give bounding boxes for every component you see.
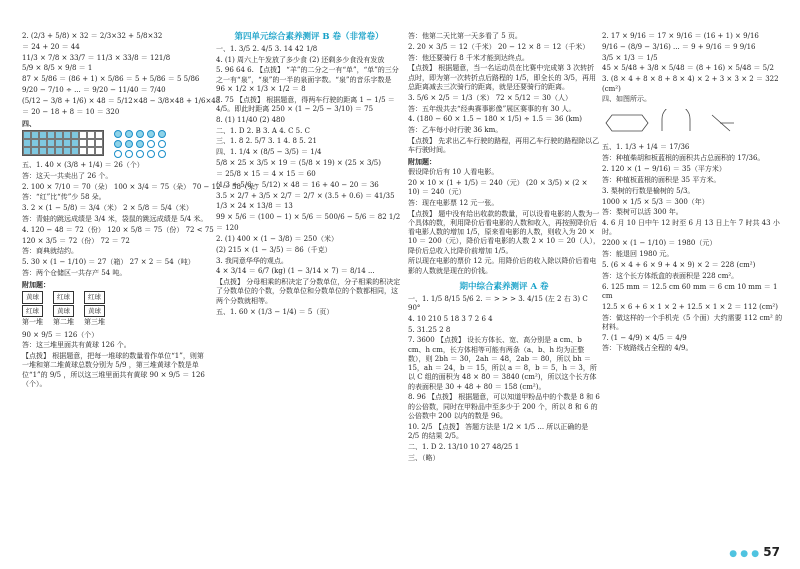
text-line: 3.5 × 2/7 + 3/5 × 2/7 ＝ 2/7 × (3.5 + 0.6) ＝ 41/35 xyxy=(216,191,395,200)
text-line: 2. (1) 400 × (1 − 3/8) ＝ 250（米） xyxy=(216,234,339,243)
text-line: 答：这天一共卖出了 26 个。 xyxy=(22,171,113,180)
text-line: 3. 2 × (1 − 5/8) ＝ 3/4（米） 2 × 5/8 ＝ 5/4（米） xyxy=(22,204,193,213)
pile-3 xyxy=(84,291,105,327)
text-line: (2) 215 × (1 − 3/5) ＝ 86（千克） xyxy=(216,245,332,254)
text-line: 20 × 10 × (1 + 1/5) ＝ 240（元） (20 × 3/5) × (2 × 10) ＝ 240（元） xyxy=(408,178,588,197)
text-line: 4. (180 − 60 × 1.5 − 180 × 1/5) ÷ 1.5 ＝ 36 (km) xyxy=(408,115,583,124)
text-line: 120 × 3/5 ＝ 72（份） 72 ＝ 72 xyxy=(22,236,130,245)
text-line: 2. 120 × (1 − 9/16) ＝ 35（平方米） xyxy=(602,165,726,174)
pile-caption: 第三堆 xyxy=(84,318,105,327)
text-line: 答：这三堆里面共有黄球 126 个。 xyxy=(22,341,131,350)
text-line: 87 × 5/86 ＝ (86 + 1) × 5/86 ＝ 5 + 5/86 ＝ 5 5/86 xyxy=(22,75,200,84)
text-line: 99 × 5/6 ＝ (100 − 1) × 5/6 ＝ 500/6 − 5/6 ＝ 82 1/2 xyxy=(216,213,401,222)
text-line: 假设降价后有 10 人看电影。 xyxy=(408,167,499,176)
text-line: 答：这个长方体纸盒的表面积是 228 cm²。 xyxy=(602,271,739,280)
text-line: 3. 我同意华华的观点。 xyxy=(216,256,288,265)
tip-paragraph: 8. 96 【点拨】 根据题意，可以知道甲粉品中的个数是 8 和 6 的公倍数，同时在甲粉品中至多少于 200 个，所以 8 和 6 的公倍数中 200 以内的数是 96。 xyxy=(408,393,600,420)
pile-label: 红球 xyxy=(84,291,105,304)
text-line: 答：商典就结约。 xyxy=(22,247,78,256)
section-heading: 第四单元综合素养测评 B 卷（非常卷） xyxy=(234,32,384,42)
page-dots: ● ● ● xyxy=(729,549,760,559)
text-line: 5. 31.25 2 8 xyxy=(408,325,451,334)
text-line: 3. 5/6 × 2/5 ＝ 1/3（米） 72 × 5/12 ＝ 30（人） xyxy=(408,93,572,102)
ball-piles xyxy=(22,291,210,327)
text-line: 2. 17 × 9/16 ＝ 17 × 9/16 ＝ (16 + 1) × 9/16 xyxy=(602,32,759,40)
text-line: 2200 × (1 − 1/10) ＝ 1980（元） xyxy=(602,239,717,248)
section-heading: 期中综合素养测评 A 卷 xyxy=(459,281,549,292)
pile-label: 黄球 xyxy=(22,291,43,304)
text-line: 四、1. 1/4 × (8/5 − 3/5) ＝ 1/4 xyxy=(216,148,322,157)
text-line: 答：乙车每小时行驶 36 km。 xyxy=(408,126,503,135)
text-line: 4 × 3/14 ＝ 6/7 (kg) (1 − 3/14 × 7) ＝ 8/14 ... xyxy=(216,267,375,276)
text-line: 一、1. 3/5 2. 4/5 3. 14 42 1/8 xyxy=(216,44,318,53)
text-line: (1/3 + 5/6 − 5/12) × 48 ＝ 16 + 40 − 20 ＝ 36 xyxy=(216,180,379,189)
pile-label: 黄球 xyxy=(84,305,105,318)
text-line: 4. 120 − 48 ＝ 72（份） 120 × 5/8 ＝ 75（份） 72 < 75 xyxy=(22,225,214,234)
text-line: 1/3 × 24 × 13/8 ＝ 13 xyxy=(216,202,293,211)
text-line: 答：种植柴胡和板蓝根的面积共占总面积的 17/36。 xyxy=(602,154,765,163)
text-line: 三、（略） xyxy=(408,453,440,462)
text-line: 答：能退回 1980 元。 xyxy=(602,250,674,259)
text-line: 9/20 − 7/10 ÷ ... ＝ 9/20 − 11/40 ＝ 7/40 xyxy=(22,86,166,95)
tip-paragraph: 【点拨】 分母相乘的积决定了分数单位，分子相乘的积决定了分数单位的个数，分数单位和分数单位的个数都相同，这两个分数就相等。 xyxy=(216,278,401,305)
text-line: (5/12 − 3/8 + 1/6) × 48 ＝ 5/12×48 − 3/8×48 + 1/6×48 xyxy=(22,96,221,105)
text-line: 答：他第二天比第一天多看了 5 页。 xyxy=(408,32,522,40)
text-line: 1000 × 1/5 × 5/3 ＝ 300（年） xyxy=(602,197,709,206)
text-line: 答：现在电影票 12 元一张。 xyxy=(408,198,499,207)
tip-paragraph: 【点拨】 根据题意，把每一堆球的数量看作单位“1”，则第一堆和第二堆黄球总数分别为 5/9 ，第三堆黄球个数是单位“1”的 9/5 ，所以这三堆里面共有黄球 90 × 9/5 ＝ 126（个）。 xyxy=(22,352,205,388)
text-line: 四、如图所示。 xyxy=(602,95,651,104)
column-4 xyxy=(602,32,788,355)
text-line: 3/5 × 1/3 ＝ 1/5 xyxy=(602,53,658,62)
text-line: 7. (1 − 4/9) × 4/5 ＝ 4/9 xyxy=(602,333,687,342)
section-label: 附加题： xyxy=(408,157,436,167)
tip-paragraph: 【点拨】 根据题意，当一名运动员在比赛中完成第 3 次转折点时，即为第一次转折点后路程的 1/5，即全长的 3/5，再用总距离减去三次骑行的距离，就是还要骑行的距离。 xyxy=(408,64,596,91)
text-line: 5/8 × 25 × 3/5 × 19 ＝ (5/8 × 19) × (25 × 3/5) xyxy=(216,159,381,168)
tip-paragraph: 10. 2/5 【点拨】 答题方法是 1/2 × 1/5 ... 所以正确的是 2/5 的结果 2/5。 xyxy=(408,422,589,440)
text-line: 三、1. 8 2. 5/7 3. 1 4. 8 5. 21 xyxy=(216,137,317,146)
tip-paragraph: 【点拨】 题中没有给出收款的数量，可以设看电影的人数为一个具体的数，利用降价后看电影的人数和收入，再按照降价后看电影人数的增加 1/5，原来看电影的人数，则收入为 20 × 10 ＝ 200（元），降价后看电影的人数 2 × 10 ＝ 20（人），降价后总收入比降价前增加 1/5。 xyxy=(408,209,600,255)
pile-label: 红球 xyxy=(53,291,74,304)
section-label: 附加题： xyxy=(22,279,50,289)
pile-1 xyxy=(22,291,43,327)
text-line: 答：两个仓储区一共存产 54 吨。 xyxy=(22,269,127,278)
text-line: 3. 梨树的行数是榆树的 5/3。 xyxy=(602,186,695,195)
pile-label: 黄球 xyxy=(53,305,74,318)
text-line: 五、1. 40 × (3/8 + 1/4) ＝ 26（个） xyxy=(22,160,144,169)
text-line: 答：种植板蓝根的面积是 35 平方米。 xyxy=(602,175,721,184)
pile-caption: 第一堆 xyxy=(22,318,43,327)
column-2 xyxy=(216,32,402,318)
text-line: 5. (6 × 4 + 6 × 9 + 4 × 9) × 2 ＝ 228 (cm²) xyxy=(602,260,756,269)
text-line: 45 × 5/48 + 3/8 × 5/48 ＝ (8 + 16) × 5/48 ＝ 5/2 xyxy=(602,64,774,73)
page-number xyxy=(729,545,780,559)
text-line: 答：他还要骑行 8 千米才能到达终点。 xyxy=(408,53,529,62)
text-line: 答：“红”比“传”少 58 朵。 xyxy=(22,193,106,202)
section-label: 四、 xyxy=(22,118,36,128)
text-line: 12.5 × 6 + 6 × 1 × 2 + 12.5 × 1 × 2 ＝ 112 (cm²) xyxy=(602,302,778,311)
tip-paragraph: 【点拨】 先求出乙车行驶的路程，再用乙车行驶的路程除以乙车行驶时间。 xyxy=(408,137,600,155)
text-line: 5. 30 × (1 − 1/10) ＝ 27（箱） 27 × 2 ＝ 54（吨） xyxy=(22,258,195,267)
shaded-circles xyxy=(114,130,167,158)
tip-paragraph: 所以现在电影的票价 12 元。用降价后的收入除以降价后看电影的人数就是现在的价钱。 xyxy=(408,257,597,275)
text-line: 3. (8 × 4 + 8 × 8 + 8 × 4) × 2 + 3 × 3 × 2 ＝ 322 (cm²) xyxy=(602,75,779,93)
text-line: ＝ 20 − 18 + 8 ＝ 10 ＝ 320 xyxy=(22,107,120,116)
text-line: 6. 125 mm ＝ 12.5 cm 60 mm ＝ 6 cm 10 mm ＝ 1 cm xyxy=(602,282,778,300)
text-line: 一、1. 1/5 8/15 5/6 2. ＝ > > > 3. 4/15 (左 2 右 3) C 90° xyxy=(408,294,588,312)
text-line: 五、1. 60 × (1/3 − 1/4) ＝ 5（页） xyxy=(216,307,334,316)
text-line: 2. 100 × 7/10 ＝ 70（朵） 100 × 3/4 ＝ 75（朵） 70 − 12 ＝ 58（朵） xyxy=(22,182,262,191)
text-line: 11/3 × 7/8 × 33/7 ＝ 11/3 × 33/8 ＝ 121/8 xyxy=(22,53,171,62)
text-line: 4. 6 月 10 日中午 12 时至 6 月 13 日上午 7 时共 43 小时。 xyxy=(602,219,780,237)
pile-label: 红球 xyxy=(22,305,43,318)
geometry-figure xyxy=(602,109,782,137)
text-line: 答：青蛙的跳远成绩是 3/4 米，袋鼠的跳远成绩是 5/4 米。 xyxy=(22,215,208,223)
tip-paragraph: 7. 3600 【点拨】 设长方体长、宽、高分别是 a cm、b cm、h cm，长方体相等可能有两条（a、b、h 均为正整数），则 2bh ＝ 30，2ah ＝ 48，2ab ＝ 80，所以 bh ＝ 15，ah ＝ 24，b ＝ 15，所以 a ＝ 8，b ＝ 5，h ＝ 3，所以 C 组的面积为 48 × 80 ＝ 3840 (cm²)，所以这个长方体的表面积是 30 + 48 + 80 ＝ 158 (cm²)。 xyxy=(408,336,597,391)
text-line: ＝ 24 + 20 ＝ 44 xyxy=(22,42,80,51)
text-line: 答：五年级共去“经典赛事影像”展区赛事的有 30 人。 xyxy=(408,104,576,113)
text-line: 5/9 × 8/5 × 9/8 ＝ 1 xyxy=(22,64,93,73)
text-line: 7. 75 【点拨】 根据题意，得两车行驶的距离 1 − 1/5 ＝ 4/5。即此时距离 250 × (1 − 2/5 − 3/10) ＝ 75 xyxy=(216,95,395,113)
text-line: 2. (2/3 + 5/8) × 32 ＝ 2/3×32 + 5/8×32 xyxy=(22,32,163,40)
text-line: 2. 20 × 3/5 ＝ 12（千米） 20 − 12 × 8 ＝ 12（千米） xyxy=(408,42,590,51)
text-line: ＝ 25/8 × 15 ＝ 4 × 15 ＝ 60 xyxy=(216,169,316,178)
pile-caption: 第二堆 xyxy=(53,318,74,327)
text-line: 五、1. 1/3 + 1/4 ＝ 17/36 xyxy=(602,143,690,152)
text-line: 4. (1) 周六上午发放了多少食 (2) 还剩多少食没有发放 xyxy=(216,55,385,64)
text-line: 90 × 9/5 ＝ 126（个） xyxy=(22,330,99,339)
text-line: 答：做这样的一个手机壳（5 个面）大约需要 112 cm² 的材料。 xyxy=(602,313,783,331)
shaded-grid xyxy=(22,130,104,156)
column-3 xyxy=(408,32,600,464)
text-line: 4. 10 210 5 18 3 7 2 6 4 xyxy=(408,314,493,323)
text-line: 9/16 − (8/9 − 3/16) ... ＝ 9 + 9/16 ＝ 9 9/16 xyxy=(602,42,756,51)
text-line: 5. 96 64 6. 【点拨】 “羊”的二分之一有“单”，“单”的三分之一有“泉”，“泉”的一半的泉面字数。“泉”的音乐字数是 96 × 1/2 × 1/3 × 1/2 ＝ 8 xyxy=(216,66,399,93)
pile-2 xyxy=(53,291,74,327)
text-line: 二、1. D 2. 13/10 10 27 48/25 1 xyxy=(408,442,520,451)
text-line: 8. (1) 11/40 (2) 480 xyxy=(216,115,285,124)
page-number-value: 57 xyxy=(763,545,780,559)
text-line: 二、1. D 2. B 3. A 4. C 5. C xyxy=(216,126,310,135)
text-line: ＝ 120 xyxy=(216,224,239,233)
text-line: 答：梨树可以活 300 年。 xyxy=(602,208,683,217)
text-line: 答：下坡路线占全程的 4/9。 xyxy=(602,344,693,353)
fraction-figures xyxy=(22,130,210,158)
